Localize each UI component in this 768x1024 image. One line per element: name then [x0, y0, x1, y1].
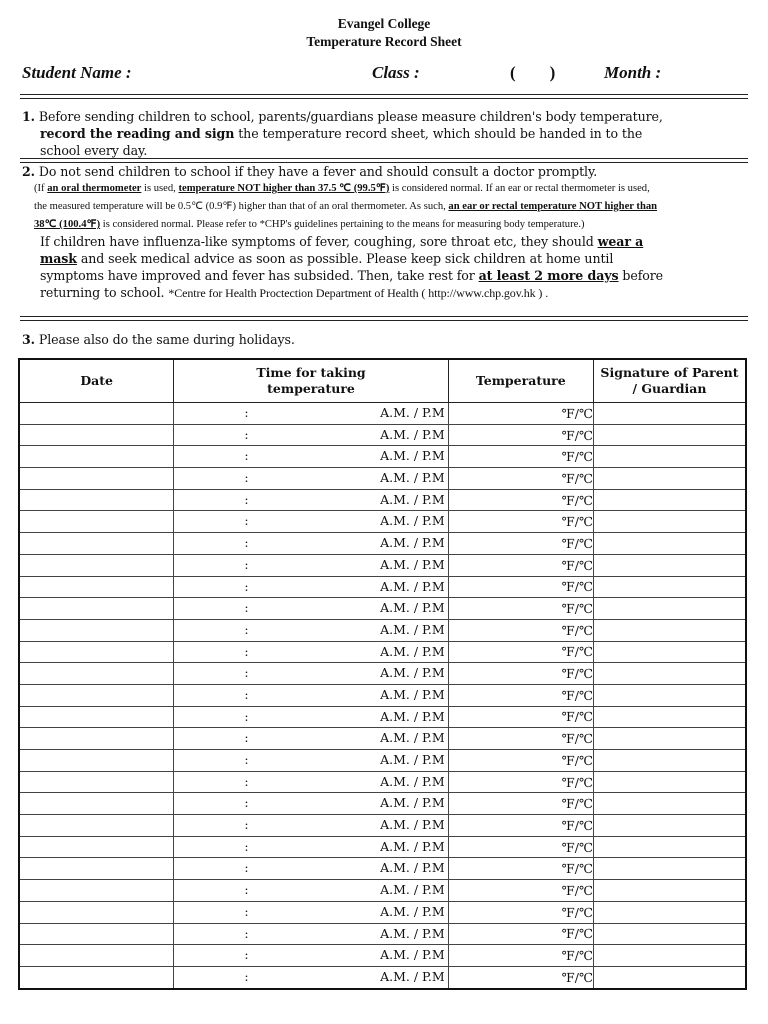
time-colon: : — [244, 795, 249, 811]
temperature-cell[interactable] — [448, 836, 593, 858]
signature-cell[interactable] — [593, 598, 746, 620]
time-colon: : — [244, 405, 249, 420]
date-cell[interactable] — [19, 901, 174, 923]
am-pm-label: A.M. / P.M — [380, 600, 445, 616]
table-row — [19, 880, 746, 902]
temperature-unit: ℉/℃ — [561, 904, 593, 920]
date-cell[interactable] — [19, 836, 174, 858]
am-pm-label: A.M. / P.M — [380, 643, 445, 659]
instruction-2-text-c: and seek medical advice as soon as possible. Please keep sick children at home until — [80, 251, 614, 266]
date-cell[interactable] — [19, 598, 174, 620]
time-cell[interactable] — [174, 728, 448, 750]
date-cell[interactable] — [19, 468, 174, 490]
temperature-unit: ℉/℃ — [561, 839, 593, 855]
temperature-unit: ℉/℃ — [561, 427, 593, 443]
temperature-unit: ℉/℃ — [561, 731, 593, 747]
temperature-cell[interactable] — [448, 901, 593, 923]
column-header-temperature: Temperature — [448, 359, 593, 403]
wear-mask-a: wear a — [597, 234, 644, 249]
date-cell[interactable] — [19, 446, 174, 468]
time-colon: : — [244, 730, 249, 746]
time-colon: : — [244, 817, 249, 833]
temperature-cell[interactable] — [448, 815, 593, 837]
am-pm-label: A.M. / P.M — [380, 448, 445, 464]
chp-reference: *Centre for Health Proctection Department of Health ( http://www.chp.gov.hk ) . — [168, 286, 549, 300]
am-pm-label: A.M. / P.M — [380, 578, 445, 594]
am-pm-label: A.M. / P.M — [380, 773, 445, 789]
time-cell[interactable] — [174, 771, 448, 793]
time-colon: : — [244, 491, 249, 507]
table-row — [19, 663, 746, 685]
signature-cell[interactable] — [593, 533, 746, 555]
temperature-cell[interactable] — [448, 403, 593, 425]
signature-cell[interactable] — [593, 923, 746, 945]
date-cell[interactable] — [19, 511, 174, 533]
date-cell[interactable] — [19, 750, 174, 772]
thermometer-note — [34, 180, 724, 234]
table-row — [19, 598, 746, 620]
am-pm-label: A.M. / P.M — [380, 686, 445, 702]
time-colon: : — [244, 860, 249, 876]
temperature-cell[interactable] — [448, 533, 593, 555]
table-row — [19, 619, 746, 641]
instruction-2-text-a: Do not send children to school if they have a fever and should consult a doctor promptly. — [38, 164, 598, 179]
am-pm-label: A.M. / P.M — [380, 730, 445, 746]
time-colon: : — [244, 578, 249, 594]
table-row — [19, 815, 746, 837]
date-cell[interactable] — [19, 576, 174, 598]
time-colon: : — [244, 903, 249, 919]
signature-cell[interactable] — [593, 446, 746, 468]
signature-cell[interactable] — [593, 403, 746, 425]
temperature-unit: ℉/℃ — [561, 622, 593, 638]
temperature-unit: ℉/℃ — [561, 969, 593, 985]
temperature-unit: ℉/℃ — [561, 601, 593, 617]
am-pm-label: A.M. / P.M — [380, 405, 445, 420]
temperature-unit: ℉/℃ — [561, 861, 593, 877]
temperature-unit: ℉/℃ — [561, 882, 593, 898]
time-cell[interactable] — [174, 468, 448, 490]
signature-cell[interactable] — [593, 815, 746, 837]
note-limit-ear: an ear or rectal temperature NOT higher than — [448, 201, 658, 212]
date-cell[interactable] — [19, 923, 174, 945]
temperature-cell[interactable] — [448, 793, 593, 815]
temperature-cell[interactable] — [448, 619, 593, 641]
signature-cell[interactable] — [593, 728, 746, 750]
month-label: Month : — [604, 63, 662, 82]
signature-cell[interactable] — [593, 468, 746, 490]
student-name-label: Student Name : — [22, 63, 132, 82]
time-cell[interactable] — [174, 619, 448, 641]
time-colon: : — [244, 773, 249, 789]
time-cell[interactable] — [174, 880, 448, 902]
table-row — [19, 576, 746, 598]
temperature-cell[interactable] — [448, 554, 593, 576]
note-open: (If — [34, 183, 45, 194]
time-cell[interactable] — [174, 446, 448, 468]
note-line-2: the measured temperature will be 0.5℃ (0.9℉) higher than that of an oral thermometer. As such, — [34, 201, 446, 212]
time-cell[interactable] — [174, 663, 448, 685]
am-pm-label: A.M. / P.M — [380, 556, 445, 572]
am-pm-label: A.M. / P.M — [380, 903, 445, 919]
table-row — [19, 836, 746, 858]
date-cell[interactable] — [19, 554, 174, 576]
table-row — [19, 966, 746, 988]
signature-cell[interactable] — [593, 858, 746, 880]
date-cell[interactable] — [19, 793, 174, 815]
instruction-2-number: 2. — [22, 164, 35, 179]
wear-mask-b: mask — [40, 251, 77, 266]
signature-cell[interactable] — [593, 771, 746, 793]
time-colon: : — [244, 643, 249, 659]
date-cell[interactable] — [19, 858, 174, 880]
table-row — [19, 403, 746, 425]
class-number-label: ( ) — [510, 63, 556, 82]
table-row — [19, 771, 746, 793]
table-row — [19, 641, 746, 663]
temperature-unit: ℉/℃ — [561, 948, 593, 964]
time-colon: : — [244, 448, 249, 464]
table-row — [19, 728, 746, 750]
temperature-unit: ℉/℃ — [561, 405, 593, 421]
signature-cell[interactable] — [593, 684, 746, 706]
time-colon: : — [244, 686, 249, 702]
date-cell[interactable] — [19, 966, 174, 988]
temperature-cell[interactable] — [448, 511, 593, 533]
sheet-title: Temperature Record Sheet — [306, 34, 462, 49]
signature-cell[interactable] — [593, 945, 746, 967]
instruction-1-text-c: the temperature record sheet, which should be handed in to the — [238, 126, 643, 141]
time-cell[interactable] — [174, 966, 448, 988]
time-cell[interactable] — [174, 424, 448, 446]
table-row — [19, 554, 746, 576]
table-row — [19, 923, 746, 945]
time-cell[interactable] — [174, 901, 448, 923]
table-row — [19, 468, 746, 490]
table-row — [19, 750, 746, 772]
instruction-1-bold: record the reading and sign — [40, 126, 235, 141]
time-colon: : — [244, 470, 249, 486]
temperature-table — [18, 358, 747, 990]
signature-cell[interactable] — [593, 554, 746, 576]
date-cell[interactable] — [19, 424, 174, 446]
time-colon: : — [244, 426, 249, 442]
time-cell[interactable] — [174, 641, 448, 663]
temperature-cell[interactable] — [448, 750, 593, 772]
temperature-cell[interactable] — [448, 706, 593, 728]
time-colon: : — [244, 925, 249, 941]
am-pm-label: A.M. / P.M — [380, 838, 445, 854]
signature-cell[interactable] — [593, 901, 746, 923]
am-pm-label: A.M. / P.M — [380, 426, 445, 442]
date-cell[interactable] — [19, 945, 174, 967]
am-pm-label: A.M. / P.M — [380, 882, 445, 898]
instruction-2-continued — [40, 233, 740, 302]
signature-cell[interactable] — [593, 880, 746, 902]
date-cell[interactable] — [19, 880, 174, 902]
note-limit-ear-value: 38℃ (100.4℉) — [34, 219, 101, 230]
instruction-2 — [22, 163, 734, 180]
temperature-unit: ℉/℃ — [561, 926, 593, 942]
column-header-time: Time for taking temperature — [174, 359, 448, 403]
time-colon: : — [244, 665, 249, 681]
time-cell[interactable] — [174, 554, 448, 576]
table-row — [19, 858, 746, 880]
temperature-unit: ℉/℃ — [561, 492, 593, 508]
table-row — [19, 511, 746, 533]
divider-bottom — [20, 316, 748, 321]
am-pm-label: A.M. / P.M — [380, 860, 445, 876]
instruction-3-text: Please also do the same during holidays. — [38, 332, 295, 347]
temperature-cell[interactable] — [448, 641, 593, 663]
am-pm-label: A.M. / P.M — [380, 947, 445, 963]
am-pm-label: A.M. / P.M — [380, 968, 445, 984]
instruction-1-text-a: Before sending children to school, parents/guardians please measure children's body temperature, — [38, 109, 663, 124]
signature-cell[interactable] — [593, 836, 746, 858]
instruction-2-text-f: returning to school. — [40, 285, 165, 300]
instruction-2-text-b: If children have influenza-like symptoms of fever, coughing, sore throat etc, they should — [40, 234, 594, 249]
note-normal-1: is considered normal. If an ear or rectal thermometer is used, — [392, 183, 650, 194]
temperature-cell[interactable] — [448, 728, 593, 750]
table-row — [19, 533, 746, 555]
am-pm-label: A.M. / P.M — [380, 708, 445, 724]
signature-cell[interactable] — [593, 489, 746, 511]
temperature-cell[interactable] — [448, 576, 593, 598]
date-cell[interactable] — [19, 706, 174, 728]
signature-cell[interactable] — [593, 619, 746, 641]
time-cell[interactable] — [174, 684, 448, 706]
column-header-signature: Signature of Parent / Guardian — [593, 359, 746, 403]
divider-top — [20, 94, 748, 99]
time-colon: : — [244, 968, 249, 984]
table-header-row — [19, 359, 746, 403]
signature-cell[interactable] — [593, 966, 746, 988]
temperature-cell[interactable] — [448, 424, 593, 446]
temperature-cell[interactable] — [448, 489, 593, 511]
time-colon: : — [244, 838, 249, 854]
date-cell[interactable] — [19, 533, 174, 555]
signature-cell[interactable] — [593, 511, 746, 533]
temperature-unit: ℉/℃ — [561, 796, 593, 812]
date-cell[interactable] — [19, 663, 174, 685]
date-cell[interactable] — [19, 728, 174, 750]
signature-cell[interactable] — [593, 576, 746, 598]
temperature-cell[interactable] — [448, 858, 593, 880]
table-row — [19, 706, 746, 728]
temperature-cell[interactable] — [448, 598, 593, 620]
date-cell[interactable] — [19, 684, 174, 706]
temperature-unit: ℉/℃ — [561, 817, 593, 833]
time-cell[interactable] — [174, 793, 448, 815]
temperature-unit: ℉/℃ — [561, 449, 593, 465]
signature-cell[interactable] — [593, 424, 746, 446]
time-cell[interactable] — [174, 750, 448, 772]
am-pm-label: A.M. / P.M — [380, 925, 445, 941]
signature-cell[interactable] — [593, 641, 746, 663]
am-pm-label: A.M. / P.M — [380, 665, 445, 681]
time-colon: : — [244, 600, 249, 616]
temperature-unit: ℉/℃ — [561, 579, 593, 595]
table-row — [19, 489, 746, 511]
time-cell[interactable] — [174, 489, 448, 511]
temperature-cell[interactable] — [448, 945, 593, 967]
table-row — [19, 446, 746, 468]
table-row — [19, 901, 746, 923]
signature-cell[interactable] — [593, 663, 746, 685]
time-colon: : — [244, 621, 249, 637]
instruction-1 — [22, 108, 734, 159]
time-colon: : — [244, 752, 249, 767]
time-cell[interactable] — [174, 836, 448, 858]
time-colon: : — [244, 708, 249, 724]
temperature-unit: ℉/℃ — [561, 666, 593, 682]
time-colon: : — [244, 882, 249, 898]
instruction-2-text-d: symptoms have improved and fever has subsided. Then, take rest for — [40, 268, 475, 283]
time-cell[interactable] — [174, 923, 448, 945]
note-oral: an oral thermometer — [47, 183, 142, 194]
table-row — [19, 424, 746, 446]
time-cell[interactable] — [174, 403, 448, 425]
table-row — [19, 945, 746, 967]
temperature-unit: ℉/℃ — [561, 557, 593, 573]
time-colon: : — [244, 535, 249, 551]
date-cell[interactable] — [19, 403, 174, 425]
instruction-2-text-e: before — [622, 268, 664, 283]
am-pm-label: A.M. / P.M — [380, 513, 445, 529]
am-pm-label: A.M. / P.M — [380, 795, 445, 811]
am-pm-label: A.M. / P.M — [380, 491, 445, 507]
time-cell[interactable] — [174, 706, 448, 728]
date-cell[interactable] — [19, 489, 174, 511]
note-limit-oral: temperature NOT higher than 37.5 ℃ (99.5℉) — [178, 183, 390, 194]
am-pm-label: A.M. / P.M — [380, 470, 445, 486]
time-cell[interactable] — [174, 815, 448, 837]
temperature-unit: ℉/℃ — [561, 514, 593, 530]
temperature-unit: ℉/℃ — [561, 470, 593, 486]
temperature-cell[interactable] — [448, 663, 593, 685]
time-cell[interactable] — [174, 598, 448, 620]
am-pm-label: A.M. / P.M — [380, 817, 445, 833]
rest-days: at least 2 more days — [478, 268, 619, 283]
temperature-cell[interactable] — [448, 446, 593, 468]
time-cell[interactable] — [174, 858, 448, 880]
temperature-cell[interactable] — [448, 684, 593, 706]
temperature-unit: ℉/℃ — [561, 774, 593, 790]
signature-cell[interactable] — [593, 750, 746, 772]
note-used: is used, — [144, 183, 176, 194]
date-cell[interactable] — [19, 771, 174, 793]
date-cell[interactable] — [19, 815, 174, 837]
time-colon: : — [244, 947, 249, 963]
time-cell[interactable] — [174, 576, 448, 598]
column-header-date: Date — [19, 359, 174, 403]
signature-cell[interactable] — [593, 793, 746, 815]
time-cell[interactable] — [174, 511, 448, 533]
temperature-cell[interactable] — [448, 923, 593, 945]
temperature-unit: ℉/℃ — [561, 752, 593, 768]
am-pm-label: A.M. / P.M — [380, 621, 445, 637]
temperature-unit: ℉/℃ — [561, 535, 593, 551]
note-end: is considered normal. Please refer to *CHP's guidelines pertaining to the means for measuring body temperature.) — [102, 219, 585, 230]
temperature-cell[interactable] — [448, 468, 593, 490]
time-colon: : — [244, 513, 249, 529]
signature-cell[interactable] — [593, 706, 746, 728]
class-label: Class : — [372, 63, 420, 82]
temperature-cell[interactable] — [448, 771, 593, 793]
time-cell[interactable] — [174, 533, 448, 555]
am-pm-label: A.M. / P.M — [380, 752, 445, 767]
instruction-3-number: 3. — [22, 332, 35, 347]
instruction-1-text-d: school every day. — [40, 143, 148, 158]
am-pm-label: A.M. / P.M — [380, 535, 445, 551]
instruction-1-number: 1. — [22, 109, 35, 124]
date-cell[interactable] — [19, 619, 174, 641]
temperature-cell[interactable] — [448, 880, 593, 902]
school-name: Evangel College — [337, 16, 431, 31]
time-cell[interactable] — [174, 945, 448, 967]
instruction-3 — [22, 331, 734, 348]
table-row — [19, 793, 746, 815]
table-row — [19, 684, 746, 706]
temperature-cell[interactable] — [448, 966, 593, 988]
temperature-unit: ℉/℃ — [561, 687, 593, 703]
temperature-unit: ℉/℃ — [561, 644, 593, 660]
date-cell[interactable] — [19, 641, 174, 663]
time-colon: : — [244, 556, 249, 572]
temperature-unit: ℉/℃ — [561, 709, 593, 725]
